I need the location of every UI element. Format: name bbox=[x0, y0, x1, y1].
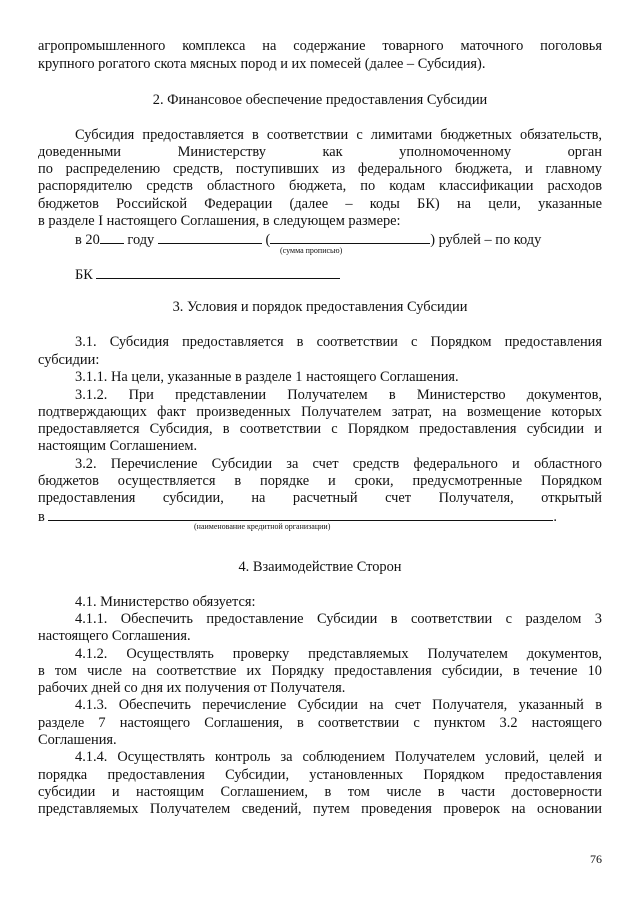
amount-line bbox=[75, 230, 595, 247]
bk-label: БК bbox=[75, 267, 97, 282]
p31-line-2: субсидии: bbox=[38, 352, 100, 368]
section-2-line-5: бюджетов Российской Федерации (далее – коды БК) на цели, указанные bbox=[38, 196, 602, 212]
bank-name-blank[interactable] bbox=[48, 507, 553, 521]
section-2-line-4: распорядителю средств областного бюджета, по кодам классификации расходов bbox=[38, 178, 602, 194]
section-2-line-1: Субсидия предоставляется в соответствии с лимитами бюджетных обязательств, bbox=[75, 127, 602, 143]
p414-line-2: порядка предоставления Субсидии, установленных Порядком предоставления bbox=[38, 767, 602, 783]
intro-line-1: агропромышленного комплекса на содержание товарного маточного поголовья bbox=[38, 38, 602, 54]
p312-line-4: настоящим Соглашением. bbox=[38, 438, 198, 454]
p32-line-3: предоставления субсидии, на расчетный счет Получателя, открытый bbox=[38, 490, 602, 506]
p311-line: 3.1.1. На цели, указанные в разделе 1 настоящего Соглашения. bbox=[75, 369, 459, 385]
p32-line-2: бюджетов осуществляется в порядке и сроки, предусмотренные Порядком bbox=[38, 473, 602, 489]
p413-line-2: разделе 7 настоящего Соглашения, в соответствии с пунктом 3.2 настоящего bbox=[38, 715, 602, 731]
p413-line-3: Соглашения. bbox=[38, 732, 117, 748]
p413-line-1: 4.1.3. Обеспечить перечисление Субсидии на счет Получателя, указанный в bbox=[75, 697, 602, 713]
amount-words-blank[interactable] bbox=[270, 230, 430, 244]
year-blank[interactable] bbox=[100, 230, 124, 244]
p32-line-1: 3.2. Перечисление Субсидии за счет средств федерального и областного bbox=[75, 456, 602, 472]
bk-code-blank[interactable] bbox=[96, 265, 340, 279]
amount-open: ( bbox=[261, 232, 271, 247]
p411-line-2: настоящего Соглашения. bbox=[38, 628, 191, 644]
p414-line-4: представляемых Получателем сведений, путем проведения проверок на основании bbox=[38, 801, 602, 817]
p32-line-4-prefix: в bbox=[38, 509, 49, 524]
amount-caption: (сумма прописью) bbox=[280, 246, 343, 255]
section-2-line-6: в разделе I настоящего Соглашения, в следующем размере: bbox=[38, 213, 401, 229]
section-3-heading: 3. Условия и порядок предоставления Субсидии bbox=[172, 299, 468, 315]
amount-number-blank[interactable] bbox=[158, 230, 262, 244]
bank-caption: (наименование кредитной организации) bbox=[194, 522, 331, 531]
p412-line-2: в том числе на соответствие их Порядку предоставления субсидии, в течение 10 bbox=[38, 663, 602, 679]
p41-line: 4.1. Министерство обязуется: bbox=[75, 594, 256, 610]
p312-line-3: предоставляется Субсидия, в соответствии с Порядком предоставления субсидии и bbox=[38, 421, 602, 437]
section-2-heading: 2. Финансовое обеспечение предоставления Субсидии bbox=[152, 92, 488, 108]
p412-line-1: 4.1.2. Осуществлять проверку представляемых Получателем документов, bbox=[75, 646, 602, 662]
p31-line-1: 3.1. Субсидия предоставляется в соответствии с Порядком предоставления bbox=[75, 334, 602, 350]
amount-close: ) рублей – по коду bbox=[430, 232, 542, 247]
p414-line-1: 4.1.4. Осуществлять контроль за соблюдением Получателем условий, целей и bbox=[75, 749, 602, 765]
amount-year-mid: году bbox=[123, 232, 158, 247]
p32-line-4-end: . bbox=[553, 509, 558, 524]
p312-line-2: подтверждающих факт произведенных Получателем затрат, на возмещение которых bbox=[38, 404, 602, 420]
amount-prefix: в 20 bbox=[75, 232, 100, 247]
bk-line bbox=[75, 265, 602, 282]
section-4-heading: 4. Взаимодействие Сторон bbox=[238, 559, 402, 575]
section-2-line-3: по распределению средств, поступивших из федерального бюджета, и главному bbox=[38, 161, 602, 177]
p411-line-1: 4.1.1. Обеспечить предоставление Субсидии в соответствии с разделом 3 bbox=[75, 611, 602, 627]
p412-line-3: рабочих дней со дня их получения от Получателя. bbox=[38, 680, 346, 696]
intro-line-2: крупного рогатого скота мясных пород и их помесей (далее – Субсидия). bbox=[38, 56, 486, 72]
page-number: 76 bbox=[590, 852, 602, 866]
section-2-line-2: доведенными Министерству как уполномоченному орган bbox=[38, 144, 602, 160]
p312-line-1: 3.1.2. При представлении Получателем в Министерство документов, bbox=[75, 387, 602, 403]
p414-line-3: субсидии и настоящим Соглашением, в том числе в части достоверности bbox=[38, 784, 602, 800]
